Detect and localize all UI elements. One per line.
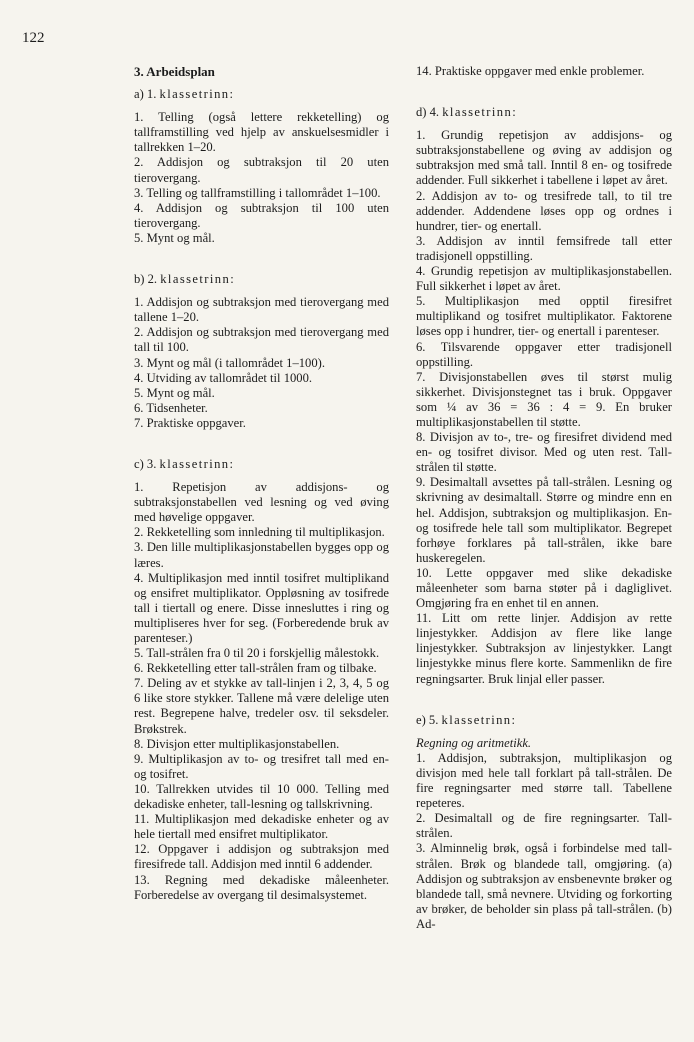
list-item: 2. Addisjon og subtraksjon med tierovergang med tall til 100. [134, 325, 389, 355]
section-e-list [416, 751, 672, 932]
list-item: 5. Multiplikasjon med opptil firesifret multiplikand og tosifret multiplikator. Faktorene løses opp i hundrer, tier- og enertall i parenteser. [416, 294, 672, 339]
list-item: 2. Rekketelling som innledning til multiplikasjon. [134, 525, 385, 540]
list-item: 7. Deling av et stykke av tall-linjen i 2, 3, 4, 5 og 6 like store stykker. Tallene må være delelige uten rest. Begrepene halve, tredeler osv. til seksdeler. Brøkstrek. [134, 676, 389, 736]
section-c-list-continued [416, 64, 672, 79]
section-e-label: klassetrinn: [441, 712, 517, 727]
section-c-prefix: c) 3. [134, 456, 160, 471]
list-item: 1. Telling (også lettere rekketelling) og tallframstilling ved hjelp av anskuelsesmidler i tallrekken 1–20. [134, 110, 389, 155]
section-d-list [416, 128, 672, 686]
section-a-label: klassetrinn: [159, 87, 235, 102]
list-item: 14. Praktiske oppgaver med enkle problemer. [416, 64, 645, 78]
list-item: 3. Addisjon av inntil femsifrede tall etter tradisjonell oppstilling. [416, 233, 672, 263]
list-item: 9. Multiplikasjon av to- og tresifret tall med en- og tosifret. [134, 751, 389, 781]
section-e-subheading: Regning og aritmetikk. [416, 735, 532, 750]
section-e-heading [416, 713, 672, 728]
list-item: 3. Alminnelig brøk, også i forbindelse med tall-strålen. Brøk og blandede tall, omgjøring. (a) Addisjon og subtraksjon av ensbenevnte brøker og blandede tall, små nevnere. Utviding og forkorting av brøker, de beholder sin plass på tall-strålen. (b) Ad- [416, 841, 672, 931]
list-item: 13. Regning med dekadiske måleenheter. Forberedelse av overgang til desimalsystemet. [134, 872, 389, 902]
list-item: 9. Desimaltall avsettes på tall-strålen. Lesning og skrivning av desimaltall. Større og mindre enn en hel. Addisjon, subtraksjon og multiplikasjon. En- og tosifrede hele tall som multiplikator. Begrepet forhøye forklares på tall-strålen, ikke bare huskeregelen. [416, 475, 672, 565]
list-item: 12. Oppgaver i addisjon og subtraksjon med firesifrede tall. Addisjon med inntil 6 addender. [134, 842, 389, 872]
section-c-list [134, 480, 389, 903]
list-item: 1. Repetisjon av addisjons- og subtraksjonstabellen ved lesning og ved øving med høvelige oppgaver. [134, 480, 389, 525]
list-item: 11. Multiplikasjon med dekadiske enheter og av hele tiertall med ensifret multiplikator. [134, 812, 389, 842]
section-c-label: klassetrinn: [159, 456, 235, 471]
list-item: 7. Praktiske oppgaver. [134, 415, 246, 430]
list-item: 3. Den lille multiplikasjonstabellen bygges opp og læres. [134, 540, 389, 570]
list-item: 8. Divisjon av to-, tre- og firesifret dividend med en- og tosifret divisor. Med og uten rest. Tall-strålen til støtte. [416, 430, 672, 475]
page-number: 122 [22, 30, 45, 46]
list-item: 5. Mynt og mål. [134, 230, 215, 245]
section-b-prefix: b) 2. [134, 272, 161, 287]
list-item: 6. Tilsvarende oppgaver etter tradisjonell oppstilling. [416, 339, 672, 369]
list-item: 4. Grundig repetisjon av multiplikasjonstabellen. Full sikkerhet i løpet av året. [416, 264, 672, 294]
list-item: 4. Addisjon og subtraksjon til 100 uten tierovergang. [134, 200, 389, 230]
section-a-list [134, 110, 389, 246]
list-item: 2. Addisjon og subtraksjon til 20 uten tierovergang. [134, 155, 389, 185]
section-b-heading [134, 272, 389, 287]
section-d-prefix: d) 4. [416, 105, 443, 120]
list-item: 6. Tidsenheter. [134, 400, 208, 415]
list-item: 3. Telling og tallframstilling i tallområdet 1–100. [134, 185, 381, 200]
list-item: 6. Rekketelling etter tall-strålen fram og tilbake. [134, 661, 377, 676]
section-a-prefix: a) 1. [134, 87, 160, 102]
list-item: 7. Divisjonstabellen øves til størst mulig sikkerhet. Divisjonstegnet tas i bruk. Oppgaver som ¼ av 36 = 36 : 4 = 9. En bruker multiplikasjonstabellen til støtte. [416, 369, 672, 429]
right-column [416, 64, 672, 932]
list-item: 5. Tall-strålen fra 0 til 20 i forskjellig målestokk. [134, 646, 380, 661]
list-item: 8. Divisjon etter multiplikasjonstabellen. [134, 736, 340, 751]
list-item: 5. Mynt og mål. [134, 385, 215, 400]
section-d-heading [416, 105, 672, 120]
section-c-heading [134, 457, 389, 472]
document-heading: 3. Arbeidsplan [134, 64, 215, 79]
list-item: 1. Grundig repetisjon av addisjons- og subtraksjonstabellene og øving av addisjon og subtraksjon med små tall. Inntil 8 en- og tosifrede addender. Full sikkerhet i tabellene i løpet av året. [416, 128, 672, 188]
section-a-heading [134, 87, 389, 102]
list-item: 1. Addisjon og subtraksjon med tierovergang med tallene 1–20. [134, 295, 389, 325]
section-d-label: klassetrinn: [442, 105, 518, 120]
list-item: 1. Addisjon, subtraksjon, multiplikasjon og divisjon med hele tall forklart på tall-strålen. De fire regningsarter med større tall. Tabellene repeteres. [416, 750, 672, 811]
section-b-list [134, 295, 389, 431]
list-item: 2. Addisjon av to- og tresifrede tall, to til tre addender. Addendene løses opp og ordnes i hundrer, tier- og enertall. [416, 188, 672, 233]
section-e-prefix: e) 5. [416, 712, 442, 727]
list-item: 4. Utviding av tallområdet til 1000. [134, 370, 313, 385]
list-item: 10. Lette oppgaver med slike dekadiske måleenheter som barna støter på i dagliglivet. Omgjøring fra en enhet til en annen. [416, 565, 672, 611]
list-item: 11. Litt om rette linjer. Addisjon av rette linjestykker. Addisjon av flere like lange linjestykker. Subtraksjon av linjestykker. Langt linjestykke minus flere korte. Sammenlikn de fire regningsarter. Bruk linjal eller passer. [416, 611, 672, 686]
list-item: 4. Multiplikasjon med inntil tosifret multiplikand og ensifret multiplikator. Oppløsning av tosifrede tall i tiertall og enere. Disse innesluttes i ring og multipliseres hver for seg. (Forberedende bruk av parenteser.) [134, 570, 389, 645]
left-column [134, 64, 389, 903]
list-item: 3. Mynt og mål (i tallområdet 1–100). [134, 355, 325, 370]
list-item: 2. Desimaltall og de fire regningsarter. Tall-strålen. [416, 811, 672, 841]
list-item: 10. Tallrekken utvides til 10 000. Telling med dekadiske enheter, tall-lesning og tallskrivning. [134, 781, 389, 812]
section-b-label: klassetrinn: [160, 272, 236, 287]
